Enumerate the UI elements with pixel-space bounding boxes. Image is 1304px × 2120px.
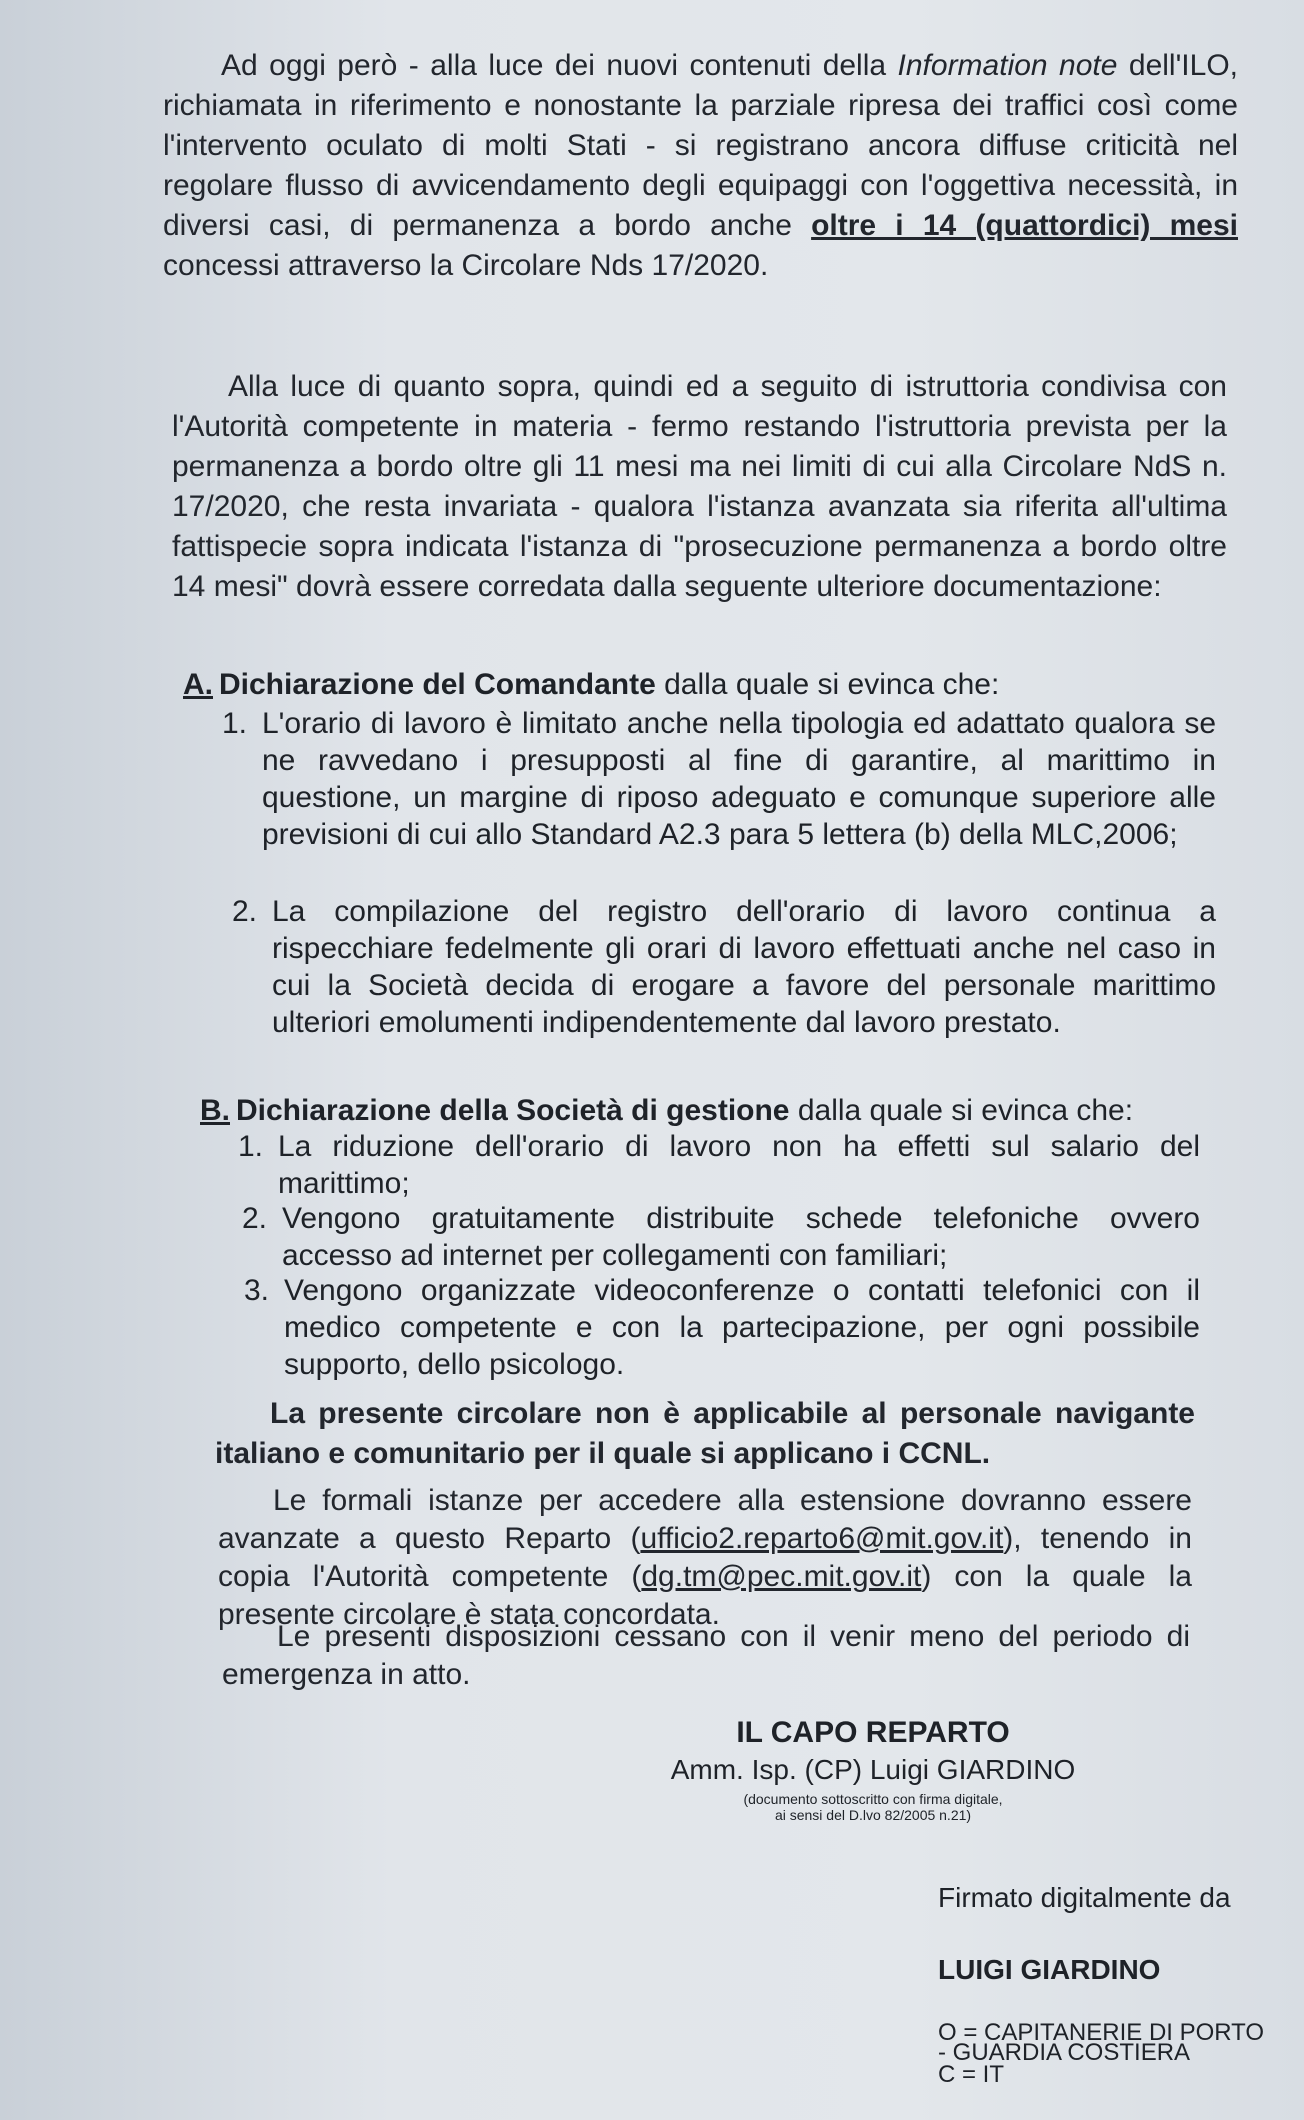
section-a-marker: A. (183, 668, 213, 701)
paragraph-documentation-requirement: Alla luce di quanto sopra, quindi ed a seguito di istruttoria condivisa con l'Autorità competente in materia - fermo restando l'istruttoria prevista per la permanenza a bordo oltre gli 11 mesi ma nei limiti di cui alla Circolare NdS n. 17/2020, che resta invariata - qualora l'istanza avanzata sia riferita all'ultima fattispecie sopra indicata l'istanza di "prosecuzione permanenza a bordo oltre 14 mesi" dovrà essere corredata dalla seguente ulteriore documentazione: (172, 370, 1227, 603)
signature-note: ai sensi del D.lvo 82/2005 n.21) (774, 1807, 972, 1823)
list-item: 1. L'orario di lavoro è limitato anche nella tipologia ed adattato qualora se ne ravvedano i presupposti al fine di garantire, al marittimo in questione, un margine di riposo adeguato e comunque superiore alle previsioni di cui allo Standard A2.3 para 5 lettera (b) della MLC,2006; (222, 707, 1216, 851)
signature-name: Amm. Isp. (CP) Luigi GIARDINO (670, 1754, 1076, 1785)
paragraph-ccnl-exclusion: La presente circolare non è applicabile al personale navigante italiano e comunitario per il quale si applicano i CCNL. (215, 1397, 1195, 1470)
email-link-authority[interactable]: dg.tm@pec.mit.gov.it (641, 1560, 922, 1593)
paragraph-ilo-note: Ad oggi però - alla luce dei nuovi contenuti della Information note dell'ILO, richiamata in riferimento e nonostante la parziale ripresa dei traffici così come l'intervento oculato di molti Stati - si registrano ancora diffuse criticità nel regolare flusso di avvicendamento degli equipaggi con l'oggettiva necessità, in diversi casi, di permanenza a bordo anche oltre i 14 (quattordici) mesi concessi attraverso la Circolare Nds 17/2020. (163, 49, 1238, 282)
paragraph-cessation: Le presenti disposizioni cessano con il venir meno del periodo di emergenza in atto. (222, 1620, 1190, 1691)
section-b-marker: B. (200, 1094, 230, 1127)
underlined-fourteen-months: oltre i 14 (quattordici) mesi (811, 209, 1238, 242)
email-link-reparto[interactable]: ufficio2.reparto6@mit.gov.it (640, 1522, 1004, 1555)
paragraph-formal-requests: Le formali istanze per accedere alla estensione dovranno essere avanzate a questo Reparto (ufficio2.reparto6@mit.gov.it), tenendo in copia l'Autorità competente (dg.tm@pec.mit.gov.it) con la quale la presente circolare è stata concordata. (218, 1484, 1192, 1631)
section-a-heading: A. Dichiarazione del Comandante dalla quale si evinca che: (183, 668, 1000, 701)
section-b-heading: B. Dichiarazione della Società di gestione dalla quale si evinca che: (200, 1094, 1134, 1127)
italic-information-note: Information note (897, 49, 1118, 82)
signature-note: (documento sottoscritto con firma digitale, (743, 1791, 1003, 1807)
digital-signature-org-line2: - GUARDIA COSTIERA (938, 2039, 1191, 2066)
list-item: 1. La riduzione dell'orario di lavoro non ha effetti sul salario del marittimo; (238, 1130, 1200, 1200)
digital-signature-country: C = IT (938, 2061, 1005, 2088)
digital-signature-label: Firmato digitalmente da (938, 1882, 1231, 1913)
signature-title: IL CAPO REPARTO (736, 1716, 1010, 1749)
list-item: 3. Vengono organizzate videoconferenze o contatti telefonici con il medico competente e con la partecipazione, per ogni possibile supporto, dello psicologo. (244, 1274, 1200, 1381)
digital-signature-name: LUIGI GIARDINO (938, 1954, 1161, 1985)
list-item: 2. Vengono gratuitamente distribuite schede telefoniche ovvero accesso ad internet per collegamenti con familiari; (242, 1202, 1200, 1272)
digital-signature-org: O = CAPITANERIE DI PORTO (938, 2019, 1265, 2046)
list-item: 2. La compilazione del registro dell'orario di lavoro continua a rispecchiare fedelmente gli orari di lavoro effettuati anche nel caso in cui la Società decida di erogare a favore del personale marittimo ulteriori emolumenti indipendentemente dal lavoro prestato. (232, 895, 1216, 1039)
